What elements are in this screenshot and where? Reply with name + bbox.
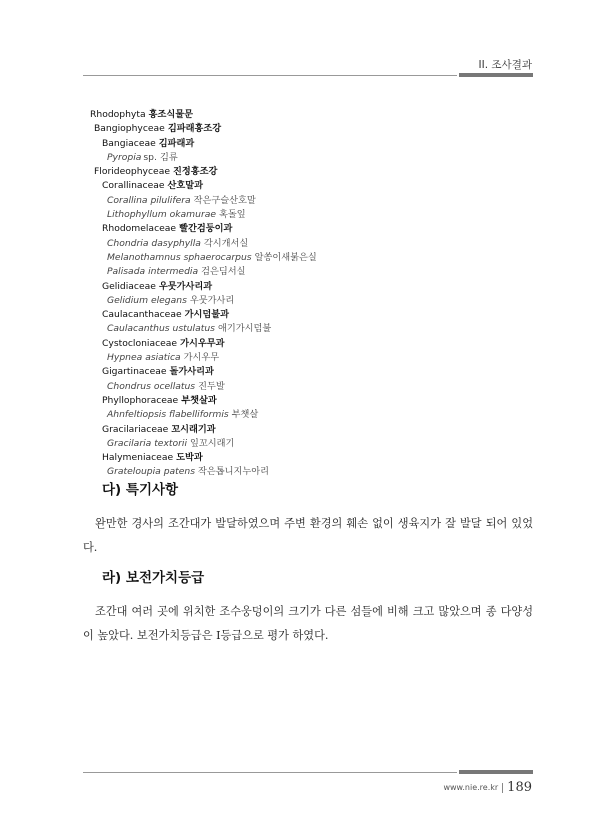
taxon-latin-name: Gelidium elegans: [107, 294, 187, 306]
taxon-latin-name: Pyropia: [107, 151, 142, 163]
footer-separator: [502, 783, 503, 793]
page-footer: [443, 780, 532, 795]
footer-rule-accent: [459, 770, 533, 774]
taxon-korean-name: 부챗살과: [181, 394, 217, 406]
header-rule-accent: [459, 73, 533, 77]
taxon-list: [90, 108, 530, 480]
taxon-latin-name: Lithophyllum okamurae: [107, 209, 217, 221]
taxon-species-row: [90, 380, 530, 394]
taxon-species-row: [90, 237, 530, 251]
taxon-latin-name: Gracilaria textorii: [107, 437, 187, 449]
taxon-qualifier: sp.: [143, 151, 157, 163]
taxon-species-row: [90, 437, 530, 451]
taxon-latin-name: Gracilariaceae: [102, 423, 169, 435]
features-section: [83, 478, 533, 560]
taxon-korean-name: 혹돌잎: [219, 209, 246, 221]
taxon-species-row: [90, 251, 530, 265]
taxon-species-row: [90, 408, 530, 422]
taxon-korean-name: 빨간검둥이과: [179, 223, 233, 235]
taxon-latin-name: Rhodophyta: [90, 109, 146, 120]
taxon-latin-name: Bangiaceae: [102, 137, 156, 149]
taxon-species-row: [90, 351, 530, 365]
taxon-korean-name: 도박과: [176, 452, 203, 464]
taxon-latin-name: Ahnfeltiopsis flabelliformis: [107, 409, 229, 421]
taxon-group-row: [90, 222, 530, 236]
taxon-group-row: [90, 308, 530, 322]
footer-url: www.nie.re.kr: [443, 783, 499, 792]
running-header: II. 조사결과: [478, 59, 532, 71]
taxon-latin-name: Caulacanthaceae: [102, 309, 182, 321]
taxon-korean-name: 검은딤서실: [201, 266, 246, 278]
taxon-latin-name: Cystocloniaceae: [102, 337, 178, 349]
taxon-group-row: [90, 394, 530, 408]
taxon-korean-name: 김파래홍조강: [167, 123, 222, 135]
taxon-species-row: [90, 208, 530, 222]
taxon-latin-name: Hypnea asiatica: [107, 352, 181, 364]
taxon-group-row: [90, 337, 530, 351]
conservation-heading: 라) 보전가치등급: [102, 570, 205, 586]
taxon-latin-name: Phyllophoraceae: [102, 394, 179, 406]
taxon-korean-name: 꼬시래기과: [171, 423, 216, 435]
conservation-section: [83, 566, 533, 648]
taxon-group-row: [90, 365, 530, 379]
taxon-korean-name: 진정홍조강: [172, 166, 218, 178]
taxon-group-row: [90, 280, 530, 294]
taxon-group-row: [90, 423, 530, 437]
taxon-species-row: [90, 151, 530, 165]
taxon-latin-name: Gelidiaceae: [102, 280, 156, 292]
taxon-group-row: [90, 179, 530, 193]
features-heading: 다) 특기사항: [102, 482, 179, 498]
taxon-group-row: [90, 137, 530, 151]
taxon-korean-name: 가시우무: [183, 352, 220, 364]
taxon-korean-name: 각시개서실: [203, 237, 249, 249]
page-number: 189: [507, 780, 532, 795]
taxon-korean-name: 가시덤불과: [184, 309, 229, 321]
footer-rule: [83, 772, 457, 773]
taxon-korean-name: 진두발: [198, 380, 225, 392]
taxon-korean-name: 산호말과: [167, 180, 204, 192]
taxon-latin-name: Halymeniaceae: [102, 452, 174, 464]
taxon-species-row: [90, 265, 530, 279]
taxon-species-row: [90, 194, 530, 208]
conservation-body: 조간대 여러 곳에 위치한 조수웅덩이의 크기가 다른 섬들에 비해 크고 많았으며 종 다양성이 높았다. 보전가치등급은 Ⅰ등급으로 평가 하였다.: [83, 605, 533, 642]
taxon-latin-name: Gigartinaceae: [102, 366, 167, 378]
taxon-korean-name: 김류: [159, 151, 178, 163]
taxon-latin-name: Grateloupia patens: [107, 466, 196, 478]
taxon-korean-name: 부챗살: [231, 409, 259, 421]
taxon-korean-name: 애기가시덤불: [217, 323, 272, 335]
taxon-korean-name: 작은톱니지누아리: [198, 466, 270, 478]
taxon-latin-name: Corallina pilulifera: [107, 194, 191, 206]
taxon-latin-name: Rhodomelaceae: [102, 223, 177, 235]
taxon-korean-name: 돌가사리과: [169, 366, 214, 378]
taxon-korean-name: 가시우무과: [180, 337, 225, 349]
taxon-korean-name: 김파래과: [158, 137, 195, 149]
taxon-latin-name: Corallinaceae: [102, 180, 165, 192]
header-rule: [83, 75, 457, 76]
taxon-group-row: [90, 451, 530, 465]
taxon-group-row: [90, 122, 530, 136]
taxon-group-row: [90, 165, 530, 179]
taxon-latin-name: Melanothamnus sphaerocarpus: [107, 251, 252, 263]
taxon-latin-name: Caulacanthus ustulatus: [107, 323, 215, 335]
taxon-latin-name: Florideophyceae: [94, 166, 170, 178]
taxon-latin-name: Chondrus ocellatus: [107, 380, 196, 392]
taxon-korean-name: 작은구슬산호말: [193, 194, 256, 206]
taxon-korean-name: 알쏭이새붉은실: [254, 251, 317, 263]
taxon-species-row: [90, 294, 530, 308]
taxon-group-row: [90, 108, 530, 122]
taxon-korean-name: 홍조식물문: [148, 109, 193, 120]
taxon-korean-name: 우뭇가사리: [189, 294, 235, 306]
taxon-species-row: [90, 322, 530, 336]
taxon-latin-name: Bangiophyceae: [94, 123, 165, 135]
taxon-latin-name: Chondria dasyphylla: [107, 237, 201, 249]
taxon-korean-name: 우뭇가사리과: [158, 280, 213, 292]
taxon-latin-name: Palisada intermedia: [107, 266, 199, 278]
taxon-korean-name: 잎꼬시래기: [190, 437, 235, 449]
features-body: 완만한 경사의 조간대가 발달하였으며 주변 환경의 훼손 없이 생육지가 잘 발달 되어 있었다.: [83, 517, 533, 554]
